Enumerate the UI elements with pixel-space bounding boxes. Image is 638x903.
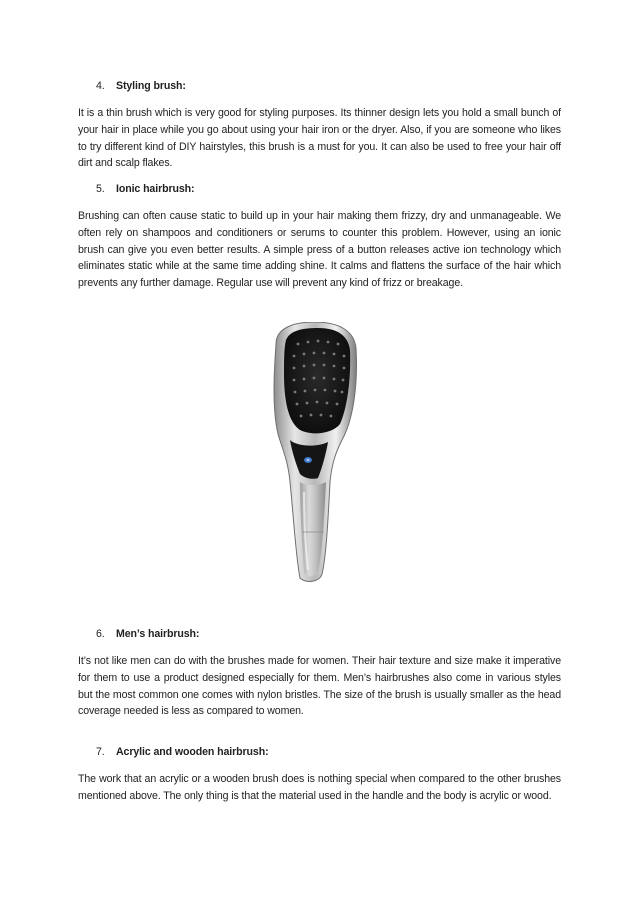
- section-title: Men’s hairbrush:: [116, 628, 200, 640]
- section-number: 4.: [96, 80, 105, 92]
- section-number: 6.: [96, 628, 105, 640]
- ionic-hairbrush-photo: [246, 322, 376, 584]
- section-title: Ionic hairbrush:: [116, 183, 195, 195]
- section-number: 5.: [96, 183, 105, 195]
- section-heading-ionic-hairbrush: [96, 182, 194, 196]
- section-body-acrylic-wooden-hairbrush: The work that an acrylic or a wooden brush does is nothing special when compared to the other brushes mentioned above. The only thing is that the material used in the handle and the body is acrylic or wood.: [78, 773, 561, 802]
- section-body-styling-brush: It is a thin brush which is very good for styling purposes. Its thinner design lets you hold a small bunch of your hair in place while you go about using your hair iron or the dryer. Also, if you are someone who likes to try different kind of DIY hairstyles, this brush is a must for you. It can also be used to free your hair off dirt and scalp flakes.: [78, 107, 561, 170]
- section-body-mens-hairbrush: It’s not like men can do with the brushes made for women. Their hair texture and size make it imperative for them to use a product designed especially for them. Men’s hairbrushes also come in various styles but the most common one comes with nylon bristles. The size of the brush is usually smaller as the head coverage needed is less as compared to women.: [78, 655, 561, 718]
- hairbrush-icon: [246, 322, 376, 584]
- section-heading-acrylic-wooden-hairbrush: [96, 745, 269, 759]
- section-heading-styling-brush: [96, 79, 186, 93]
- section-heading-mens-hairbrush: [96, 627, 199, 641]
- section-title: Styling brush:: [116, 80, 186, 92]
- section-number: 7.: [96, 746, 105, 758]
- section-title: Acrylic and wooden hairbrush:: [116, 746, 269, 758]
- section-body-ionic-hairbrush: Brushing can often cause static to build up in your hair making them frizzy, dry and unmanageable. We often rely on shampoos and conditioners or serums to counter this problem. However, using an ionic brush can give you even better results. A simple press of a button releases active ion technology which eliminates static while at the same time adding shine. It calms and flattens the surface of the hair which prevents any further damage. Regular use will prevent any kind of frizz or breakage.: [78, 210, 561, 290]
